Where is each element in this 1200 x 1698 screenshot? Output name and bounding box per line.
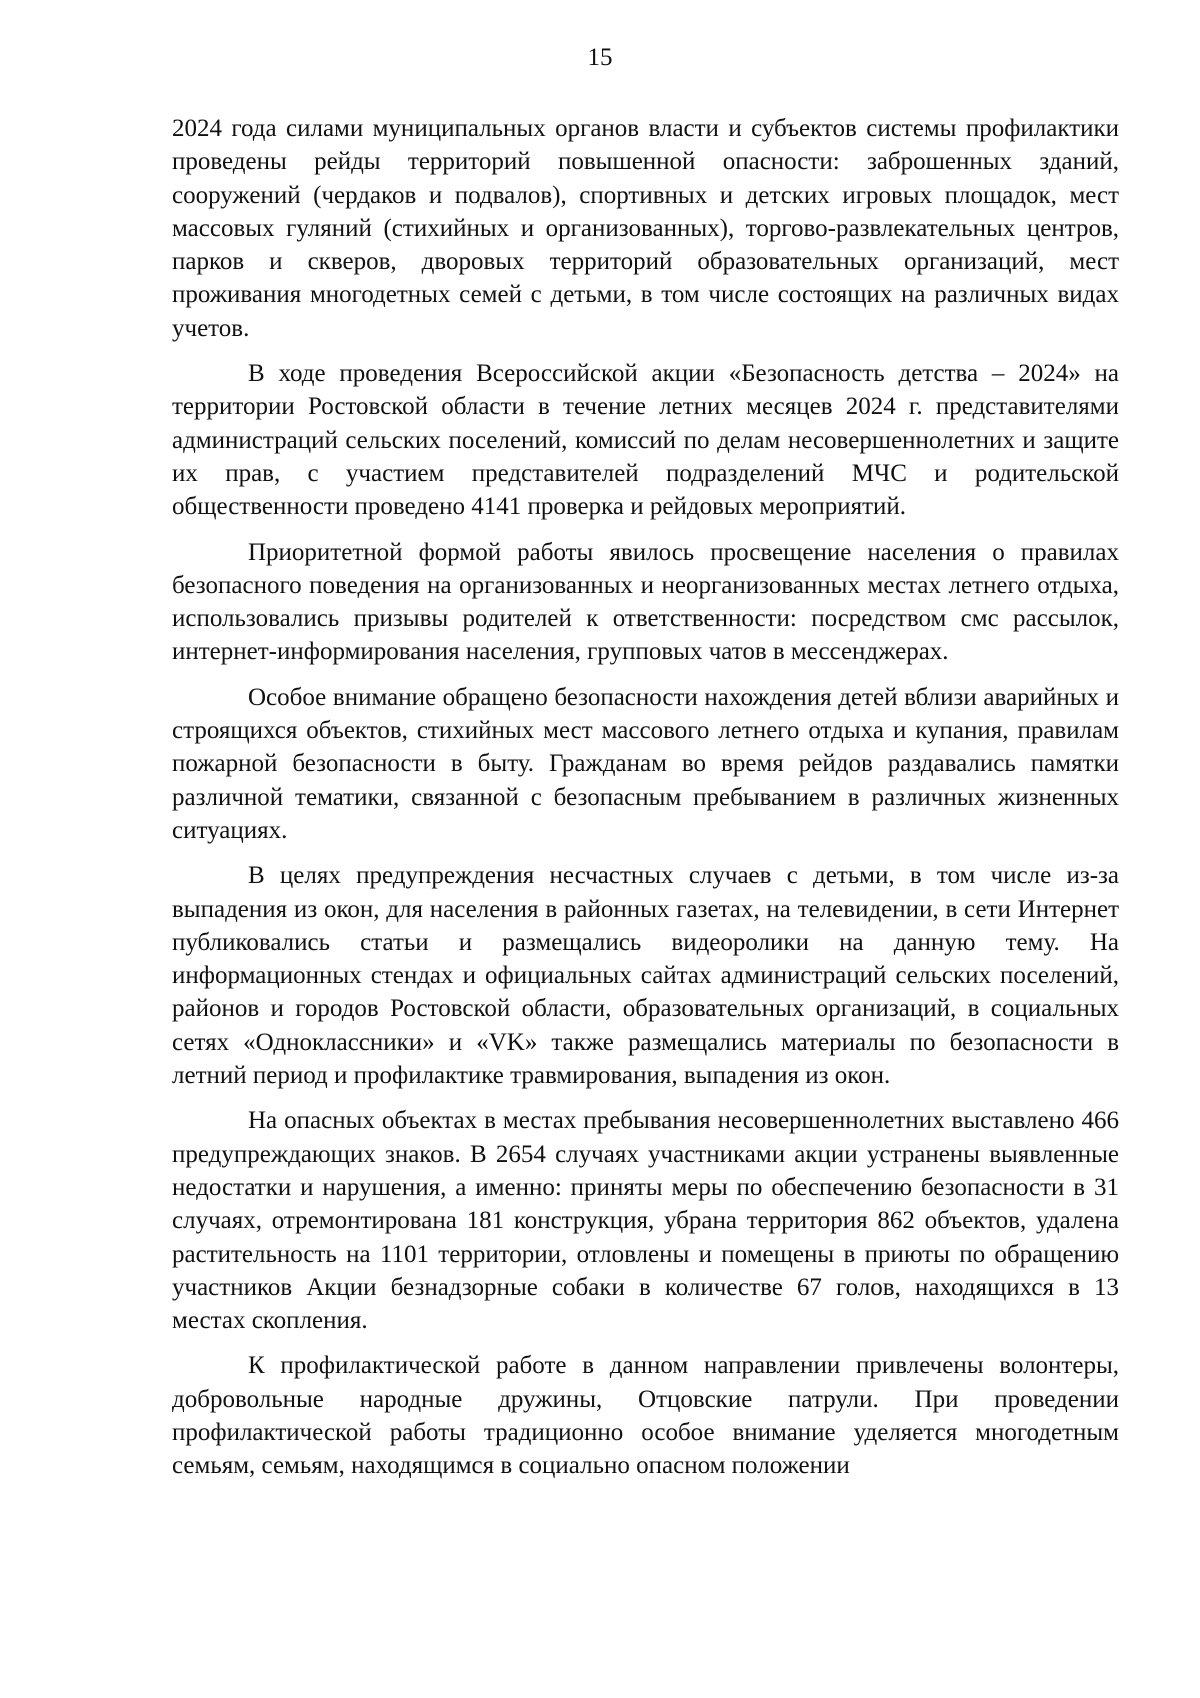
paragraph-volunteers: К профилактической работе в данном направлении привлечены волонтеры, добровольные народные дружины, Отцовские патрули. При проведении профилактической работы традиционно особое внимание уделяется многодетным семьям, семьям, находящимся в социально опасном положении <box>172 1352 1119 1480</box>
paragraph-safety-campaign: В ходе проведения Всероссийской акции «Безопасность детства – 2024» на территории Ростовской области в течение летних месяцев 2024 г. представителями администраций сельских поселений, комиссий по делам несовершеннолетних и защите их прав, с участием представителей подразделений МЧС и родительской общественности проведено 4141 проверка и рейдовых мероприятий. <box>172 360 1119 521</box>
paragraph-continuation: 2024 года силами муниципальных органов власти и субъектов системы профилактики проведены рейды территорий повышенной опасности: заброшенных зданий, сооружений (чердаков и подвалов), спортивных и детских игровых площадок, мест массовых гуляний (стихийных и организованных), торгово-развлекательных центров, парков и скверов, дворовых территорий образовательных организаций, мест проживания многодетных семей с детьми, в том числе состоящих на различных видах учетов. <box>172 115 1119 342</box>
document-body <box>172 112 1119 1495</box>
page-number: 15 <box>587 44 613 71</box>
paragraph-hazard-sites: На опасных объектах в местах пребывания несовершеннолетних выставлено 466 предупреждающих знаков. В 2654 случаях участниками акции устранены выявленные недостатки и нарушения, а именно: приняты меры по обеспечению безопасности в 31 случаях, отремонтирована 181 конструкция, убрана территория 862 объектов, удалена растительность на 1101 территории, отловлены и помещены в приюты по обращению участников Акции безнадзорные собаки в количестве 67 голов, находящихся в 13 местах скопления. <box>172 1107 1119 1335</box>
paragraph-special-attention: Особое внимание обращено безопасности нахождения детей вблизи аварийных и строящихся объектов, стихийных мест массового летнего отдыха и купания, правилам пожарной безопасности в быту. Гражданам во время рейдов раздавались памятки различной тематики, связанной с безопасным пребыванием в различных жизненных ситуациях. <box>172 683 1119 844</box>
paragraph-education-priority: Приоритетной формой работы явилось просвещение населения о правилах безопасного поведения на организованных и неорганизованных местах летнего отдыха, использовались призывы родителей к ответственности: посредством смс рассылок, интернет-информирования населения, групповых чатов в мессенджерах. <box>172 538 1119 666</box>
paragraph-window-falls-prevention: В целях предупреждения несчастных случаев с детьми, в том числе из-за выпадения из окон, для населения в районных газетах, на телевидении, в сети Интернет публиковались статьи и размещались видеоролики на данную тему. На информационных стендах и официальных сайтах администраций сельских поселений, районов и городов Ростовской области, образовательных организаций, в социальных сетях «Одноклассники» и «VK» также размещались материалы по безопасности в летний период и профилактике травмирования, выпадения из окон. <box>172 862 1119 1090</box>
